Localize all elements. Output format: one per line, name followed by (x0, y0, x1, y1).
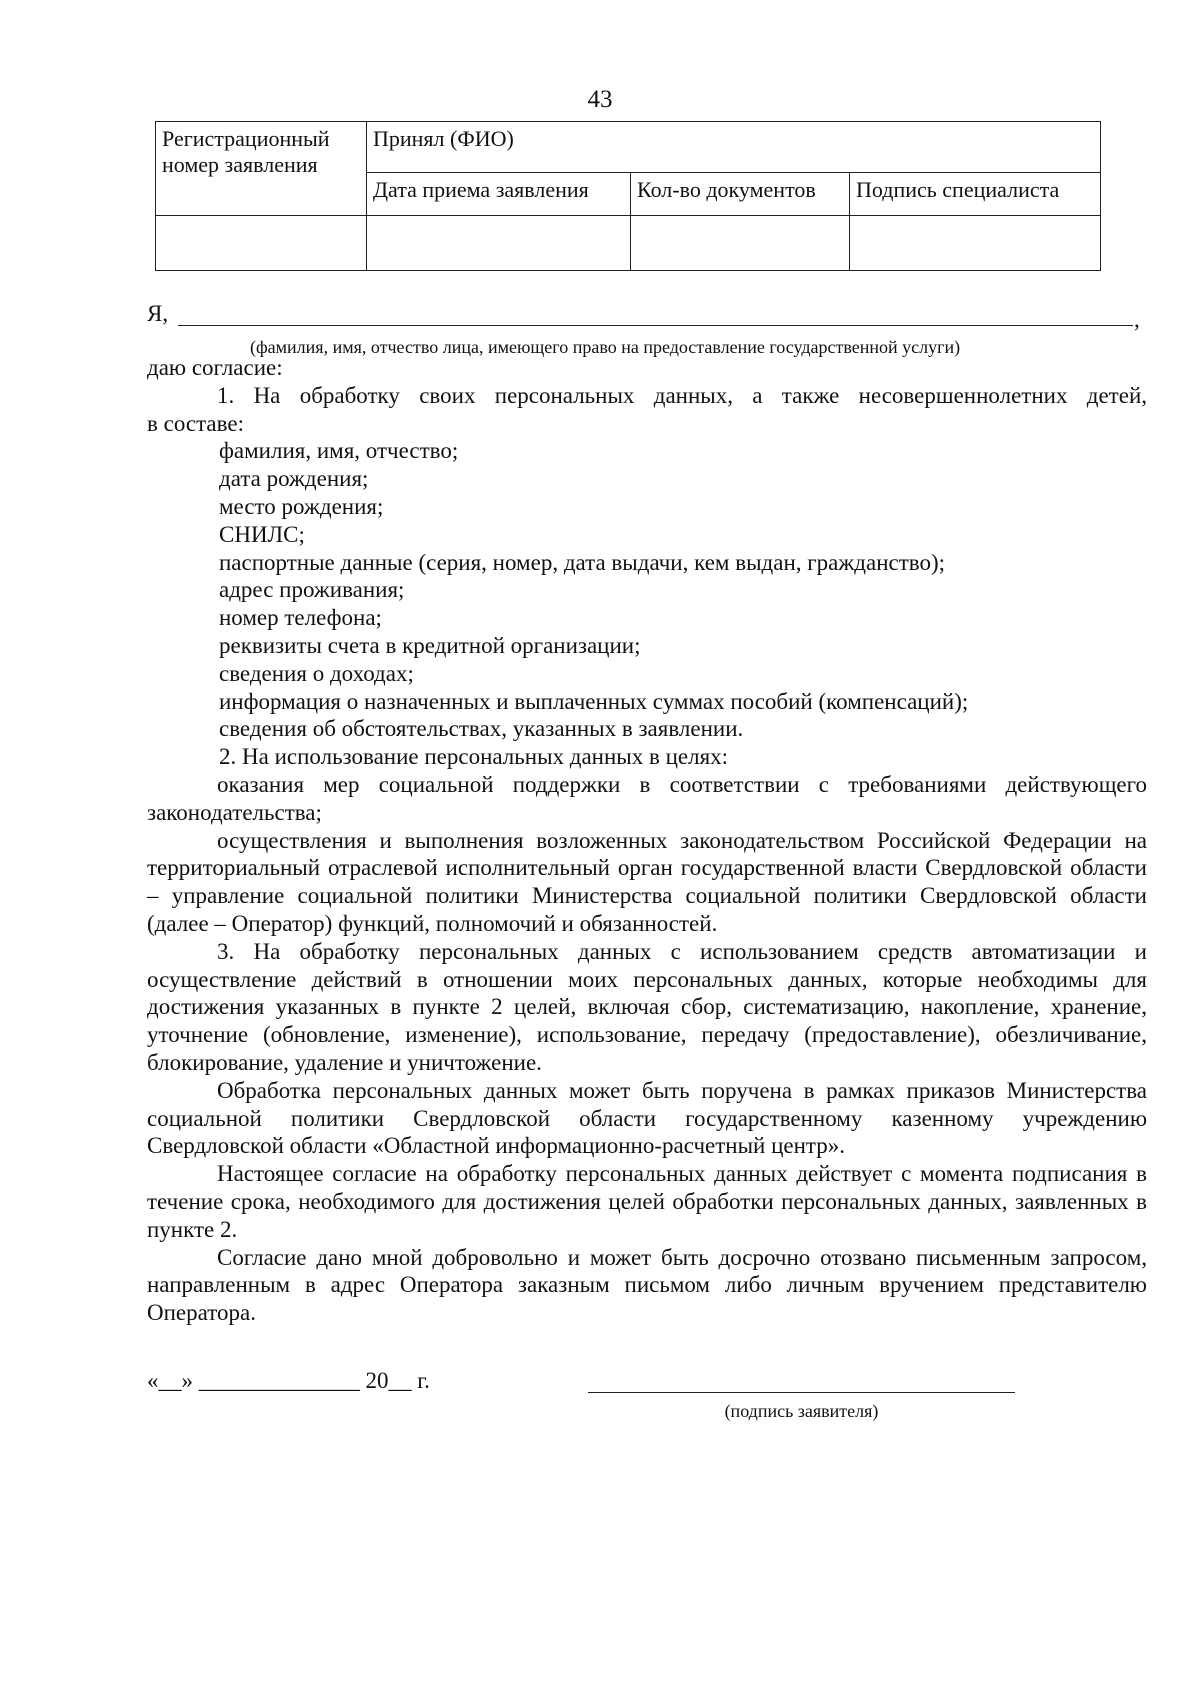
data-item-full-name: фамилия, имя, отчество; (219, 438, 459, 464)
data-item-bank-account: реквизиты счета в кредитной организации; (219, 632, 641, 658)
date-year-suffix: г. (411, 1368, 430, 1393)
reg-number-cell[interactable] (156, 216, 367, 271)
section2-purpose1-line1: оказания мер социальной поддержки в соответствии с требованиями действующего (217, 771, 1147, 797)
date-open-quote: « (147, 1368, 159, 1393)
date-close-quote: » (181, 1368, 193, 1393)
date-month-blank[interactable]: ______________ (198, 1368, 360, 1393)
reg-number-header: Регистрационный номер заявления (156, 122, 367, 216)
section1-second-line: в составе: (147, 410, 244, 436)
date-header: Дата приема заявления (367, 173, 631, 216)
date-year-prefix: 20 (365, 1368, 389, 1393)
date-day-blank[interactable]: __ (158, 1368, 182, 1393)
revocation-paragraph: Согласие дано мной добровольно и может быть досрочно отозвано письменным запросом, направленным в адрес Оператора заказным письмом либо личным вручением представителю Оператора. (147, 1244, 1147, 1326)
applicant-prefix: Я, (147, 301, 169, 326)
data-item-income: сведения о доходах; (219, 660, 414, 686)
section2-purpose2: осуществления и выполнения возложенных законодательством Российской Федерации на территориальный отраслевой исполнительный орган государственной власти Свердловской области – управление социальной политики Министерства социальной политики Свердловской области (далее – Оператор) функций, полномочий и обязанностей. (147, 827, 1147, 936)
date-cell[interactable] (367, 216, 631, 271)
signature-header: Подпись специалиста (850, 173, 1101, 216)
consent-body (147, 354, 1147, 1327)
docs-count-cell[interactable] (631, 216, 850, 271)
section1-first-line: 1. На обработку своих персональных данных, а также несовершеннолетних детей, (217, 382, 1147, 408)
registration-table (155, 121, 1101, 271)
data-item-benefits: информация о назначенных и выплаченных суммах пособий (компенсаций); (219, 688, 969, 714)
section3-paragraph: 3. На обработку персональных данных с использованием средств автоматизации и осуществление действий в отношении моих персональных данных, которые необходимы для достижения указанных в пункте 2 целей, включая сбор, систематизацию, накопление, хранение, уточнение (обновление, изменение), использование, передачу (предоставление), обезличивание, блокирование, удаление и уничтожение. (147, 938, 1147, 1075)
signature-cell[interactable] (850, 216, 1101, 271)
delegation-paragraph: Обработка персональных данных может быть поручена в рамках приказов Министерства социальной политики Свердловской области государственному казенному учреждению Свердловской области «Областной информационно-расчетный центр». (147, 1077, 1147, 1159)
data-item-passport: паспортные данные (серия, номер, дата выдачи, кем выдан, гражданство); (219, 549, 946, 575)
signature-field[interactable] (588, 1392, 1015, 1393)
data-item-birth-date: дата рождения; (219, 466, 369, 492)
data-item-snils: СНИЛС; (219, 521, 305, 547)
data-item-circumstances: сведения об обстоятельствах, указанных в заявлении. (219, 716, 744, 742)
applicant-name-field[interactable] (178, 325, 1133, 326)
section2-heading: 2. На использование персональных данных в целях: (219, 744, 729, 770)
accepted-by-header: Принял (ФИО) (367, 122, 1101, 173)
docs-count-header: Кол-во документов (631, 173, 850, 216)
data-item-address: адрес проживания; (219, 577, 405, 603)
data-item-phone: номер телефона; (219, 605, 382, 631)
validity-paragraph: Настоящее согласие на обработку персональных данных действует с момента подписания в течение срока, необходимого для достижения целей обработки персональных данных, заявленных в пункте 2. (147, 1161, 1147, 1242)
date-year-blank[interactable]: __ (388, 1368, 412, 1393)
page-number: 43 (587, 86, 613, 113)
date-line[interactable] (147, 1367, 430, 1395)
applicant-name-caption: (фамилия, имя, отчество лица, имеющего право на предоставление государственной услуги) (250, 337, 961, 357)
section2-purpose1-line2: законодательства; (147, 799, 322, 825)
applicant-suffix: , (1134, 307, 1140, 332)
signature-caption: (подпись заявителя) (724, 1401, 879, 1421)
consent-intro: даю согласие: (147, 355, 283, 380)
data-item-birth-place: место рождения; (219, 493, 384, 519)
